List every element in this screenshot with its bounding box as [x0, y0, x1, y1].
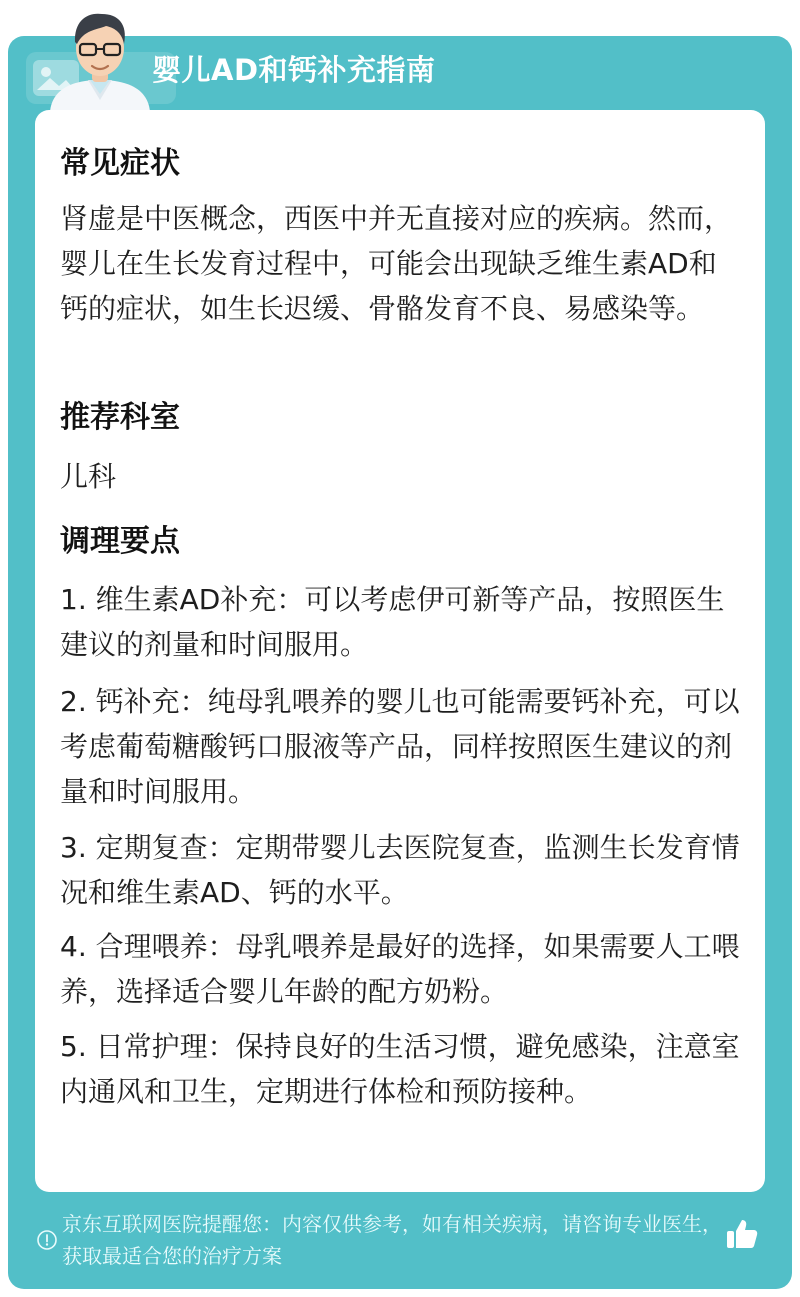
care-item-2: 2. 钙补充：纯母乳喂养的婴儿也可能需要钙补充，可以考虑葡萄糖酸钙口服液等产品，同样按照医生建议的剂量和时间服用。: [60, 685, 740, 808]
section-heading-care: 调理要点: [60, 524, 180, 559]
care-item-4: 4. 合理喂养：母乳喂养是最好的选择，如果需要人工喂养，选择适合婴儿年龄的配方奶粉。: [60, 930, 740, 1008]
department-text: 儿科: [60, 460, 117, 493]
disclaimer-text: 京东互联网医院提醒您：内容仅供参考，如有相关疾病，请咨询专业医生，获取最适合您的治疗方案: [62, 1212, 722, 1268]
doctor-avatar-icon: [44, 4, 156, 112]
symptoms-text: 肾虚是中医概念，西医中并无直接对应的疾病。然而，婴儿在生长发育过程中，可能会出现缺乏维生素AD和钙的症状，如生长迟缓、骨骼发育不良、易感染等。: [60, 202, 733, 325]
page-title: 婴儿AD和钙补充指南: [152, 53, 436, 87]
care-item-5: 5. 日常护理：保持良好的生活习惯，避免感染，注意室内通风和卫生，定期进行体检和预防接种。: [60, 1030, 740, 1108]
section-heading-department: 推荐科室: [60, 400, 180, 435]
info-circle-icon: [36, 1229, 58, 1251]
thumbs-up-icon[interactable]: [724, 1216, 760, 1252]
section-heading-symptoms: 常见症状: [60, 146, 180, 181]
care-item-3: 3. 定期复查：定期带婴儿去医院复查，监测生长发育情况和维生素AD、钙的水平。: [60, 831, 740, 909]
care-item-1: 1. 维生素AD补充：可以考虑伊可新等产品，按照医生建议的剂量和时间服用。: [60, 583, 725, 661]
